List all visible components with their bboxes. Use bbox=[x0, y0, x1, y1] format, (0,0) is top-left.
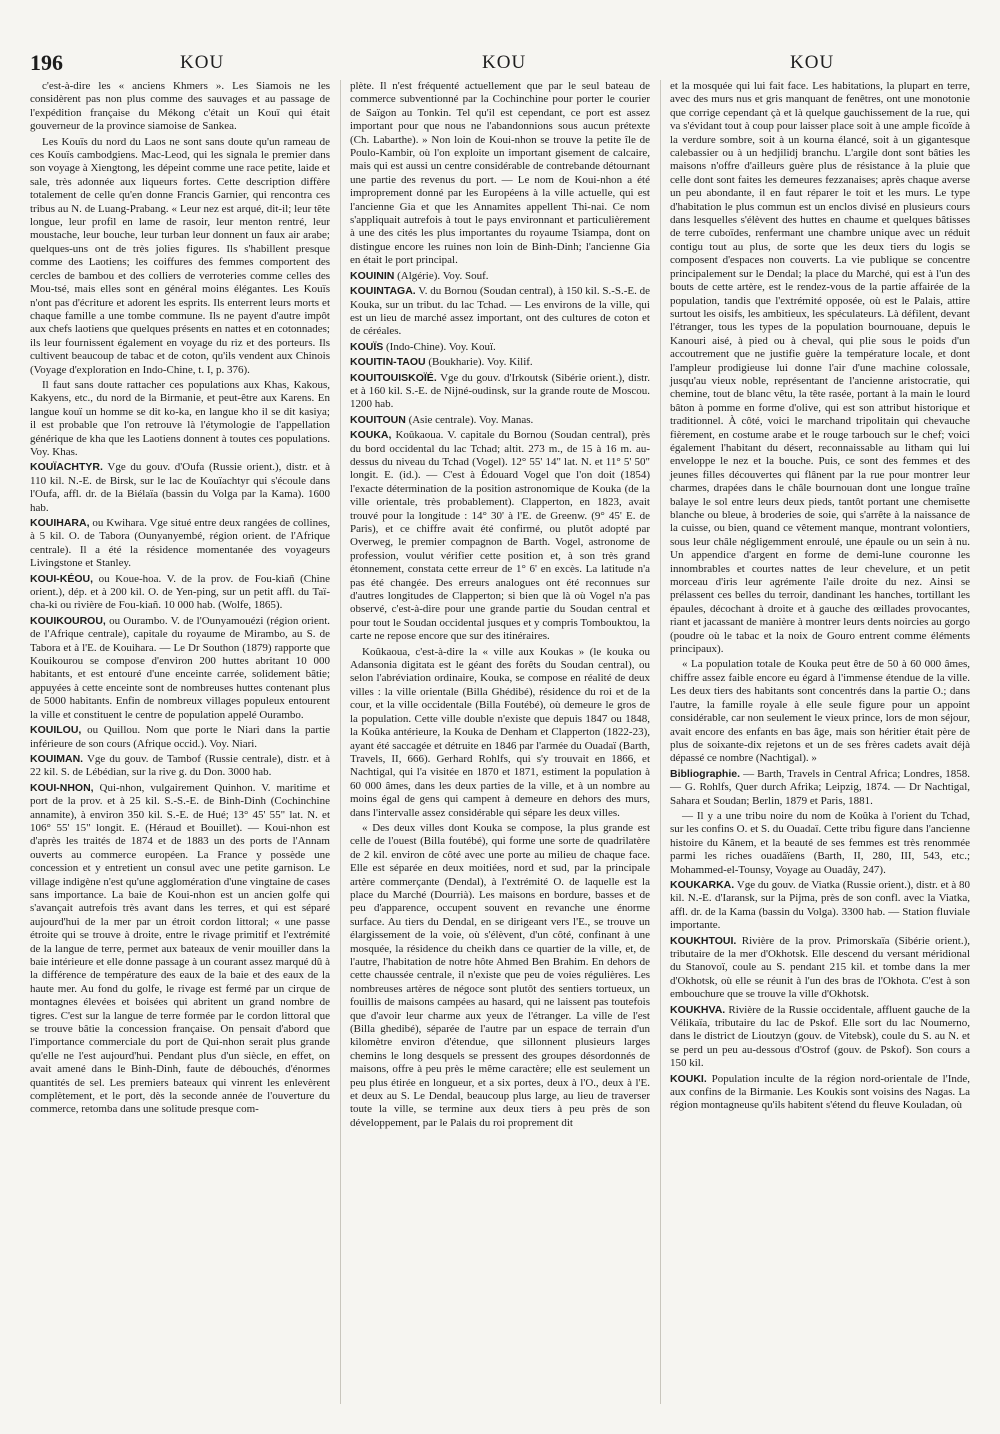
entry-headword: KOUIHARA, bbox=[30, 517, 90, 529]
entry-text: V. du Bornou (Soudan central), à 150 kil. S.-S.-E. de Kouka, sur un tribut. du lac Tchad. — Les environs de la ville, qui est un lieu de marché assez important, ont des cultures de coton et de céréales. bbox=[350, 285, 650, 338]
entry-text: Vge du gouv. d'Oufa (Russie orient.), distr. et à 110 kil. N.-E. de Birsk, sur le lac de Kouïachtyr qui s'écoule dans l'Oufa, affl. dr. de la Biélaïa (bassin du Volga par la Kama). 1600 hab. bbox=[30, 461, 330, 514]
entry-headword: KOUITOUN bbox=[350, 413, 406, 426]
entry-text: (Boukharie). Voy. Kilif. bbox=[428, 356, 533, 369]
entry-headword: KOUINTAGA. bbox=[350, 285, 416, 298]
paragraph: « Des deux villes dont Kouka se compose, la plus grande est celle de l'ouest (Billa foutébé), qui forme une sorte de quadrilatère de 2 kil. environ de côté avec une porte au milieu de chaque face. Elle est séparée en deux moitiées, nord et sud, par la principale artère commerçante (Dendal), à l'extrémité O. de laquelle est la place du Marché (Dourrià). Les maisons en bordure, basses et de peu d'apparence, occupent souvent en revanche une énorme surface. Au tiers du Dendal, en se dirigeant vers l'E., se trouve un élargissement de la voie, où s'élèvent, d'un côté, confinant à une mosquée, la résidence du cheikh dans ce quartier de la ville, et, de l'autre, l'habitation de notre hôte Ahmed Ben Brahim. En dehors de cette chaussée centrale, il n'existe que peu de voies régulières. Les nombreuses artères de négoce sont plutôt des sentiers tortueux, un fouillis de maisons campées au hasard, qui ne laissent pas toutefois que d'avoir leur charme aux yeux de l'étranger. La ville de l'est (Billa ghedibé), séparée de l'autre par un espace de terrain d'un kilomètre environ d'étendue, que sillonnent plusieurs larges chemins le long desquels se pressent des groupes désordonnés de maisons, offre à peu près le même caractère; elle est seulement un peu plus étirée en longueur, et a six portes, deux à l'O., deux à l'E. et deux au S. Le Dendal, beaucoup plus large, au lieu de traverser toute la ville, se termine aux deux tiers à peu près de son développement, par le Palais du roi proprement dit bbox=[350, 821, 650, 1129]
entry-headword: KOUÏS bbox=[350, 340, 384, 353]
entry-headword: KOUIMAN. bbox=[30, 752, 84, 765]
entry-headword: KOUKA, bbox=[350, 429, 392, 442]
entry-text: ou Koue-hoa. V. de la prov. de Fou-kiañ (Chine orient.), dép. et à 200 kil. O. de Yen-ping, sur un petit affl. du Taï-cha-ki ou rivière de Fou-kiañ. 10 000 hab. (Wolfe, 1865). bbox=[30, 572, 330, 612]
entry-text: Rivière de la Russie occidentale, affluent gauche de la Vélikaïa, tributaire du lac de Pskof. Elle sort du lac Noumerno, dans le district de Lioutzyn (gouv. de Vitebsk), coule du S. au N. et se perd un peu au-dessous d'Ostrof (gouv. de Pskof). Son cours a 150 kil. bbox=[670, 1003, 970, 1070]
entry-headword: KOUKHVA. bbox=[670, 1003, 726, 1016]
paragraph: c'est-à-dire les « anciens Khmers ». Les Siamois ne les considèrent pas non plus comme des sauvages et au passage de l'expédition française du Mékong c'était un Kouï qui était gouverneur de la province siamoise de Sankea. bbox=[30, 80, 330, 133]
dictionary-entry bbox=[30, 753, 330, 780]
page-header bbox=[30, 50, 970, 80]
dictionary-entry bbox=[670, 1073, 970, 1113]
dictionary-entry bbox=[670, 768, 970, 808]
entry-headword: KOUI-NHON, bbox=[30, 781, 94, 794]
entry-text: (Asie centrale). Voy. Manas. bbox=[408, 413, 534, 426]
entry-text: Vge du gouv. de Tambof (Russie centrale), distr. et à 22 kil. S. de Lébédian, sur la rive g. du Don. 3000 hab. bbox=[30, 752, 330, 779]
dictionary-entry bbox=[350, 270, 650, 283]
paragraph: Il faut sans doute rattacher ces populations aux Khas, Kakous, Kakyens, etc., du nord de la Birmanie, et peut-être aux Karens. En langue kouï un homme se dit ko-ka, en langue kho il se dit kasiya; il est probable que l'on retrouve là l'étymologie de l'appellation générique de kha que les Laotiens donnent à toutes ces populations. Voy. Khas. bbox=[30, 378, 330, 458]
text-columns bbox=[30, 80, 970, 1404]
column-right bbox=[660, 80, 970, 1404]
dictionary-entry bbox=[30, 724, 330, 751]
continued-paragraph: plète. Il n'est fréquenté actuellement que par le seul bateau de commerce subventionné par la Cochinchine pour porter le courier de Saïgon au Tonkin. Tel qu'il est cependant, ce port est assez important pour que nous ne l'abandonnions sous aucun prétexte (Ch. Labarthe). » Non loin de Koui-nhon se trouve la petite île de Poulo-Kambir, où l'on exploite un important gisement de calcaire, mais qui est aussi un centre considérable de contrebande détournant une partie des revenus du port. — Le nom de Koui-nhon a été improprement donné par les Européens à la ville actuelle, qui est l'ancienne Gia et que les Annamites appellent Thi-nai. Ce nom s'appliquait autrefois à tout le pays environnant et particulièrement à une des cités les plus importantes du royaume Tsiampa, dont on distingue encore les ruines non loin de Binh-Dinh; l'ancienne Gia en était le port principal. bbox=[350, 80, 650, 267]
paragraph: Les Kouïs du nord du Laos ne sont sans doute qu'un rameau de ces Kouïs cambodgiens. Mac-Leod, qui les signala le premier dans son voyage à Xiengtong, les dépeint comme une race petite, laide et sale, très adonnée aux liqueurs fortes. Cette description diffère totalement de celle qu'en donne Francis Garnier, qui rencontra ces tribus au N. de Luang-Prabang. « Leur nez est arqué, dit-il; leur tête longue, leur profil en lame de rasoir, leur menton rentré, leur moustache, leur bouche, leur turban leur donnent un faux air arabe; quelques-uns ont de très jolies figures. Ils s'habillent presque comme des Laotiens; les coiffures des femmes comportent des cercles de bambou et des colliers de verroteries comme celles des Mou-tsé, mais elles sont en général moins élégantes. Les Kouïs n'ont pas d'écriture et adorent les esprits. Ils enterrent leurs morts et chaque famille a une tombe commune. Ils ne payent d'autre impôt aux chefs laotiens que quelques présents en nattes et en cotonnades; ils leur fournissent également en voyage du riz et des porteurs. Ils cultivent beaucoup de tabac et de coton, qu'ils vendent aux Chinois (Voyage d'exploration en Indo-Chine, t. I, p. 376). bbox=[30, 135, 330, 376]
entry-headword: Bibliographie. bbox=[670, 767, 741, 780]
entry-text: Population inculte de la région nord-orientale de l'Inde, aux confins de la Birmanie. Les Koukis sont voisins des Nagas. La région montagneuse qu'ils habitent s'étend du fleuve Kouladan, où bbox=[670, 1072, 970, 1112]
page-number: 196 bbox=[30, 50, 63, 75]
entry-text: (Indo-Chine). Voy. Kouï. bbox=[386, 340, 496, 353]
dictionary-entry bbox=[670, 879, 970, 933]
entry-text: Rivière de la prov. Primorskaïa (Sibérie orient.), tributaire de la mer d'Okhotsk. Elle descend du versant méridional du Stanovoï, coule au S. pendant 215 kil. et tombe dans la mer d'Okhotsk, où elle se réunit à l'un des bras de l'Okhota. C'est à son embouchure que se trouve la ville d'Okhotsk. bbox=[670, 934, 970, 1001]
running-head-right: KOU bbox=[790, 52, 835, 73]
dictionary-entry bbox=[350, 356, 650, 369]
dictionary-entry bbox=[350, 372, 650, 412]
dictionary-entry bbox=[350, 414, 650, 427]
continued-paragraph: et la mosquée qui lui fait face. Les habitations, la plupart en terre, avec des murs nus et gris manquant de fenêtres, ont une monotonie que corrige cependant çà et là quelque gauchissement de la rue, qui va s'évidant tout à coup pour laisser place soit à une ample ficoïde à la verdure sombre, soit à un kourna élancé, soit à un gigantesque calebassier ou à un hedjilidj branchu. L'argile dont sont bâties les maisons n'offre d'ailleurs guère plus de résistance à la pluie que celle dont sont faites les demeures fezzanaises; après chaque averse un peu abondante, il en faut réparer le toit et les murs. Le type d'habitation le plus commun est un enclos divisé en plusieurs cours dans lesquelles s'élèvent des huttes en chaume et quelques bâtisses de terre cuboïdes, renfermant une chambre unique avec un réduit contigu tout au plus, de sorte que les deux tiers du logis se composent d'espaces non couverts. La vie publique se concentre principalement sur le Dendal; la place du Marché, qui est à l'un des bouts de cette artère, est le rendez-vous de la partie affairée de la population, tandis que l'extrémité opposée, où est le Palais, attire surtout les oisifs, les ambitieux, les spéculateurs. Là défilent, devant l'étranger, tous les types de la population bournouane, depuis le Kanouri aisé, à pied ou à cheval, qui plie sous le poids d'un accoutrement que ne justifie guère la température locale, et dont l'ampleur prodigieuse lui donne l'air d'une machine colossale, jusqu'au vieux noble, représentant de l'ancienne aristocratie, qui chemine, tout de blanc vêtu, la tête rasée, portant à la main le lourd bâton à pomme en forme d'olive, qui est son attribut historique et traditionnel. À côté, voici le marchand tripolitain qui chevauche fièrement, en costume arabe et le rouge tarbouch sur le chef; voici également l'habitant du désert, reconnaissable au litham qui lui enveloppe le nez et la bouche. Puis, ce sont des femmes et des jeunes filles découvertes qui flânent par la rue pour montrer leur charmes, drapées dans le châle bournouan dont une longue traîne balaye le sol entre leurs deux pieds, tantôt portant une chemisette blanche ou bleue, à broderies de soie, qui s'arrête à la naissance de la cuisse, ou bien, quand ce vêtement manque, montrant volontiers, sous leur châle négligemment enroulé, une épaule ou un sein à nu. Un appendice d'argent en forme de demi-lune couronne les innombrables et courtes nattes de leur chevelure, et un petit morceau d'iris leur agrémente l'aile droite du nez. Ainsi se prélassent ces belles du terroir, dandinant les hanches, tortillant les épaules, décochant à droite et à gauche des œillades provocantes, riant et jacassant de manière à montrer leurs dents noircies au gorgo (poudre où le tabac et la noix de Gouro entrent comme éléments principaux). bbox=[670, 80, 970, 656]
dictionary-entry bbox=[30, 461, 330, 515]
paragraph: Koûkaoua, c'est-à-dire la « ville aux Koukas » (le kouka ou Adansonia digitata est le géant des forêts du Soudan central), ou selon l'abréviation ordinaire, Kouka, se compose en réalité de deux villes : la ville orientale (Billa Ghédibé), résidence du roi et de la cour, et la ville occidentale (Billa Foutébé), où demeure le gros de la population. Cette ville double n'existe que depuis 1847 ou 1848, la Koûka antérieure, la Kouka de Denham et Clapperton (1822-23), ayant été saccagée et détruite en 1846 par l'armée du Ouadaï (Barth, Travels, II, 666). Gerhard Rohlfs, qui s'y trouvait en 1866, et Nachtigal, qui l'a visitée en 1870 et 1871, estiment la population à 60 000 âmes, dans les deux parties de la ville, et à un nombre au moins égal de gens qui campent à demeure en dehors des murs, dans l'intervalle assez considérable qui sépare les deux villes. bbox=[350, 645, 650, 819]
dictionary-entry bbox=[350, 285, 650, 339]
paragraph: — Il y a une tribu noire du nom de Koûka à l'orient du Tchad, sur les confins O. et S. du Ouadaï. Cette tribu figure dans l'ancienne histoire du Kânem, et la beauté de ses femmes est très renommée parmi les riches ouadâïens (Barth, II, 280, III, 543, etc.; Mohammed-el-Tounsy, Voyage au Ouadây, 247). bbox=[670, 809, 970, 876]
entry-headword: KOUIKOUROU, bbox=[30, 614, 106, 627]
entry-text: Vge du gouv. d'Irkoutsk (Sibérie orient.), distr. et à 160 kil. S.-E. de Nijné-oudinsk, sur la grande route de Moscou. 1200 hab. bbox=[350, 371, 650, 411]
entry-headword: KOUITOUISKOÏÉ. bbox=[350, 371, 437, 384]
dictionary-entry bbox=[30, 615, 330, 722]
entry-text: Qui-nhon, vulgairement Quinhon. V. maritime et port de la prov. et à 25 kil. S.-S.-E. de Binh-Dinh (Cochinchine annamite), à environ 350 kil. S.-E. de Hué; 13° 45' 55" lat. N. et 106° 55' 15" longit. E. (Héraud et Bouillet). — Koui-nhon est d'après les traités de 1874 et de 1883 un des ports de l'Annam ouverts au commerce européen. La France y possède une concession et y entretient un consul avec une petite garnison. Le village indigène n'est qu'une agglomération d'une vingtaine de cases sans importance. La baie de Koui-nhon est un ancien golfe qui s'avançait autrefois très avant dans les terres, et qui est séparé aujourd'hui de la mer par un étroit cordon littoral; « une passe étroite qui se trouve à droite, entre le rivage primitif et l'extrémité de la langue de terre, permet aux bateaux de venir mouiller dans la baie intérieure et elle donne passage à un courant assez marqué dû à la différence de température des eaux de la baie et des eaux de la haute mer. Au fond du golfe, le rivage est fermé par un cirque de montagnes élevées et boisées qui abritent un grand nombre de tigres. C'est sur la langue de terre formée par le cordon littoral que se trouve bâtie la concession française. On pensait d'abord que l'importance commerciale du port de Qui-nhon serait plus grande qu'elle ne l'est aujourd'hui. Pendant plus d'un siècle, en effet, on avait amené dans le Binh-Dinh, faute de débouchés, d'énormes quantités de sel. Les premiers bateaux qui vinrent les enlevèrent complètement, et le port, dès la seconde année de l'ouverture du commerce, retomba dans une solitude presque com- bbox=[30, 781, 330, 1116]
entry-headword: KOUININ bbox=[350, 269, 395, 282]
entry-text: — Barth, Travels in Central Africa; Londres, 1858. — G. Rohlfs, Quer durch Afrika; Leipzig, 1874. — Dr Nachtigal, Sahara et Soudan; Berlin, 1879 et Paris, 1881. bbox=[670, 767, 970, 807]
entry-text: Koûkaoua. V. capitale du Bornou (Soudan central), près du bord occidental du lac Tchad; altit. 273 m., de 15 à 16 m. au-dessus du niveau du Tchad (Vogel). 12° 55' 14" lat. N. et 11° 5' 50" longit. E. (id.). — C'est à Édouard Vogel que l'on doit (1854) l'exacte détermination de la position astronomique de Kouka (de la ville orientale, très probablement). Clapperton, en 1823, avait trouvé pour la longitude : 14° 30' à l'E. de Greenw. (9° 45' E. de Paris), et ce chiffre avait été confirmé, ou plutôt adopté par Overweg, le premier compagnon de Barth. Vogel, astronome de profession, voulut vérifier cette position et, à son très grand étonnement, constata cette erreur de 1° 6' en excès. La latitude n'a pas été changée. Des erreurs analogues ont été reconnues sur d'autres longitudes de Clapperton; si bien que là où Vogel n'a pas observé, c'est-à-dire pour une grande partie du Soudan central et pour tout le Soudan occidental jusques et y compris Tombouktou, la carte ne repose encore que sur des itinéraires. bbox=[350, 429, 650, 643]
paragraph: « La population totale de Kouka peut être de 50 à 60 000 âmes, chiffre assez faible encore eu égard à l'immense étendue de la ville. Les deux tiers des habitants sont concentrés dans la partie O.; dans l'autre, la famille royale à elle seule figure pour un appoint considérable, car non seulement le vieux prince, lors de mon séjour, avait encore des enfants en bas âge, mais son héritier était père de plus de soixante-dix rejetons et un de ses frères cadets avait déjà dépassé ce nombre (Nachtigal). » bbox=[670, 658, 970, 765]
column-left bbox=[30, 80, 330, 1404]
entry-headword: KOUKI. bbox=[670, 1072, 707, 1085]
column-middle bbox=[340, 80, 650, 1404]
dictionary-entry bbox=[30, 573, 330, 613]
dictionary-entry bbox=[350, 429, 650, 644]
dictionary-entry bbox=[30, 517, 330, 571]
entry-headword: KOUKARKA. bbox=[670, 878, 735, 891]
entry-text: ou Quillou. Nom que porte le Niari dans la partie inférieure de son cours (Afrique occid.). Voy. Niari. bbox=[30, 724, 330, 750]
dictionary-entry bbox=[670, 935, 970, 1002]
running-head-left: KOU bbox=[180, 52, 225, 73]
entry-text: ou Kwihara. Vge situé entre deux rangées de collines, à 5 kil. O. de Tabora (Ounyanyembé, région orient. de l'Afrique centrale). Il a été la résidence momentanée des voyageurs Livingstone et Stanley. bbox=[30, 517, 330, 570]
dictionary-entry bbox=[350, 341, 650, 354]
entry-headword: KOUI-KÉOU, bbox=[30, 572, 93, 585]
entry-headword: KOUITIN-TAOU bbox=[350, 356, 426, 369]
entry-text: Vge du gouv. de Viatka (Russie orient.), distr. et à 80 kil. N.-E. d'Iaransk, sur la Pijma, près de son confl. avec la Viatka, affl. dr. de la Kama (bassin du Volga). 3300 hab. — Station fluviale importante. bbox=[670, 878, 970, 932]
running-head-center: KOU bbox=[482, 52, 527, 73]
dictionary-entry bbox=[670, 1004, 970, 1071]
dictionary-entry bbox=[30, 782, 330, 1117]
entry-text: ou Ourambo. V. de l'Ounyamouézi (région orient. de l'Afrique centrale), capitale du royaume de Mirambo, au S. de Tabora et à l'E. de Kouihara. — Le Dr Southon (1879) rapporte que Kouikourou se compose d'environ 200 huttes abritant 10 000 habitants, et est entouré d'une enceinte carrée, solidement bâtie; appuyées à cette enceinte sont de nombreuses huttes contenant plus de 5000 habitants. Enfin de nombreux villages populeux entourent la ville et constituent le centre de population appelé Ourambo. bbox=[30, 614, 330, 721]
entry-headword: KOUÏACHTYR. bbox=[30, 461, 103, 474]
entry-headword: KOUILOU, bbox=[30, 724, 82, 737]
entry-text: (Algérie). Voy. Souf. bbox=[397, 269, 489, 282]
entry-headword: KOUKHTOUI. bbox=[670, 934, 737, 947]
